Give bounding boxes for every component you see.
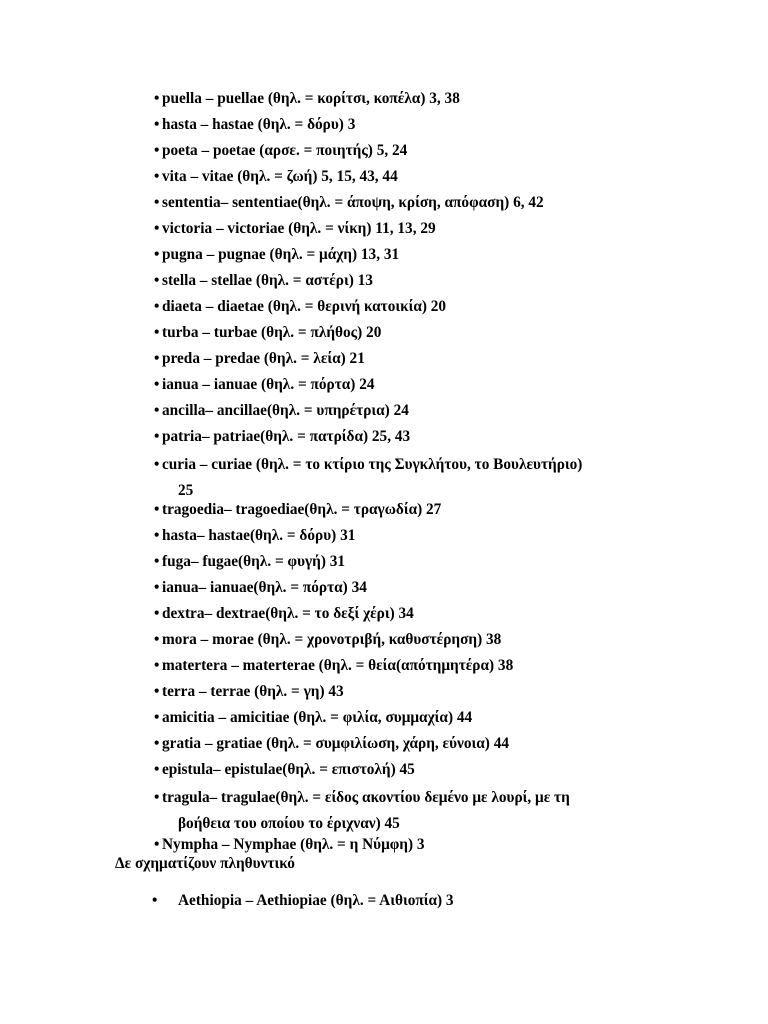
bullet-icon: • bbox=[154, 220, 160, 237]
list-item bbox=[154, 575, 654, 601]
list-item bbox=[154, 705, 654, 731]
list-item bbox=[154, 785, 654, 837]
bullet-icon: • bbox=[154, 501, 160, 518]
bullet-icon: • bbox=[154, 90, 160, 107]
entry-text: hasta– hastae(θηλ. = δόρυ) 31 bbox=[162, 527, 356, 544]
list-item bbox=[154, 731, 654, 757]
entry-text: diaeta – diaetae (θηλ. = θερινή κατοικία) 20 bbox=[162, 298, 447, 315]
entry-text: gratia – gratiae (θηλ. = συμφιλίωση, χάρη, εύνοια) 44 bbox=[162, 735, 509, 752]
entry-text: victoria – victoriae (θηλ. = νίκη) 11, 13, 29 bbox=[162, 220, 436, 237]
entry-text: vita – vitae (θηλ. = ζωή) 5, 15, 43, 44 bbox=[162, 168, 398, 185]
bullet-icon: • bbox=[154, 761, 160, 778]
list-item bbox=[154, 653, 654, 679]
entry-continuation: βοήθεια του οποίου το έριχναν) 45 bbox=[178, 815, 400, 832]
list-item bbox=[154, 320, 654, 346]
list-item bbox=[154, 627, 654, 653]
section-heading: Δε σχηματίζουν πληθυντικό bbox=[115, 855, 295, 872]
entry-text: epistula– epistulae(θηλ. = επιστολή) 45 bbox=[162, 761, 415, 778]
entry-text: hasta – hastae (θηλ. = δόρυ) 3 bbox=[162, 116, 356, 133]
list-item bbox=[154, 346, 654, 372]
bullet-icon: • bbox=[154, 350, 160, 367]
list-item bbox=[154, 86, 654, 112]
entry-text: pugna – pugnae (θηλ. = μάχη) 13, 31 bbox=[162, 246, 400, 263]
entry-text: preda – predae (θηλ. = λεία) 21 bbox=[162, 350, 365, 367]
list-item bbox=[154, 398, 654, 424]
bullet-icon: • bbox=[154, 631, 160, 648]
bullet-icon: • bbox=[154, 683, 160, 700]
list-item bbox=[154, 523, 654, 549]
entry-text: ancilla– ancillae(θηλ. = υπηρέτρια) 24 bbox=[162, 402, 409, 419]
entry-text: Nympha – Nymphae (θηλ. = η Νύμφη) 3 bbox=[162, 836, 425, 853]
entry-text: tragula– tragulae(θηλ. = είδος ακοντίου δεμένο με λουρί, με τη bbox=[162, 789, 570, 806]
entry-text: curia – curiae (θηλ. = το κτίριο της Συγκλήτου, το Βουλευτήριο) bbox=[162, 456, 583, 473]
entry-text: matertera – materterae (θηλ. = θεία(απότημητέρα) 38 bbox=[162, 657, 514, 674]
bullet-icon: • bbox=[152, 892, 158, 909]
entry-text: turba – turbae (θηλ. = πλήθος) 20 bbox=[162, 324, 382, 341]
bullet-icon: • bbox=[154, 657, 160, 674]
bullet-icon: • bbox=[154, 194, 160, 211]
list-item bbox=[154, 372, 654, 398]
bullet-icon: • bbox=[154, 553, 160, 570]
list-item bbox=[152, 888, 454, 914]
bullet-icon: • bbox=[154, 456, 160, 473]
entry-text: fuga– fugae(θηλ. = φυγή) 31 bbox=[162, 553, 346, 570]
entry-text: ianua– ianuae(θηλ. = πόρτα) 34 bbox=[162, 579, 367, 596]
list-item bbox=[154, 138, 654, 164]
list-item bbox=[154, 216, 654, 242]
bullet-icon: • bbox=[154, 272, 160, 289]
list-item bbox=[154, 190, 654, 216]
list-item bbox=[154, 268, 654, 294]
list-item bbox=[154, 112, 654, 138]
entry-text: patria– patriae(θηλ. = πατρίδα) 25, 43 bbox=[162, 428, 411, 445]
entry-text: tragoedia– tragoediae(θηλ. = τραγωδία) 27 bbox=[162, 501, 442, 518]
bullet-icon: • bbox=[154, 836, 160, 853]
bullet-icon: • bbox=[154, 605, 160, 622]
entry-text: sententia– sententiae(θηλ. = άποψη, κρίση, απόφαση) 6, 42 bbox=[162, 194, 544, 211]
list-item bbox=[154, 549, 654, 575]
bullet-icon: • bbox=[154, 376, 160, 393]
list-item bbox=[154, 424, 654, 450]
bullet-icon: • bbox=[154, 246, 160, 263]
bullet-icon: • bbox=[154, 579, 160, 596]
entry-text: puella – puellae (θηλ. = κορίτσι, κοπέλα) 3, 38 bbox=[162, 90, 460, 107]
list-item bbox=[154, 679, 654, 705]
bullet-icon: • bbox=[154, 527, 160, 544]
list-item bbox=[154, 601, 654, 627]
bullet-icon: • bbox=[154, 402, 160, 419]
bullet-icon: • bbox=[154, 324, 160, 341]
entry-text: ianua – ianuae (θηλ. = πόρτα) 24 bbox=[162, 376, 375, 393]
entry-text: Aethiopia – Aethiopiae (θηλ. = Αιθιοπία) 3 bbox=[178, 892, 454, 909]
list-item bbox=[154, 757, 654, 783]
entry-continuation: 25 bbox=[178, 482, 194, 499]
bullet-icon: • bbox=[154, 116, 160, 133]
list-item bbox=[154, 242, 654, 268]
bullet-icon: • bbox=[154, 168, 160, 185]
list-item bbox=[154, 497, 654, 523]
list-item bbox=[154, 164, 654, 190]
entry-text: mora – morae (θηλ. = χρονοτριβή, καθυστέρηση) 38 bbox=[162, 631, 502, 648]
list-item bbox=[154, 294, 654, 320]
bullet-icon: • bbox=[154, 142, 160, 159]
entry-text: amicitia – amicitiae (θηλ. = φιλία, συμμαχία) 44 bbox=[162, 709, 473, 726]
entry-text: dextra– dextrae(θηλ. = το δεξί χέρι) 34 bbox=[162, 605, 414, 622]
bullet-icon: • bbox=[154, 735, 160, 752]
entry-text: terra – terrae (θηλ. = γη) 43 bbox=[162, 683, 344, 700]
bullet-icon: • bbox=[154, 428, 160, 445]
bullet-icon: • bbox=[154, 709, 160, 726]
entry-text: stella – stellae (θηλ. = αστέρι) 13 bbox=[162, 272, 373, 289]
bullet-icon: • bbox=[154, 298, 160, 315]
bullet-icon: • bbox=[154, 789, 160, 806]
entry-text: poeta – poetae (αρσε. = ποιητής) 5, 24 bbox=[162, 142, 408, 159]
